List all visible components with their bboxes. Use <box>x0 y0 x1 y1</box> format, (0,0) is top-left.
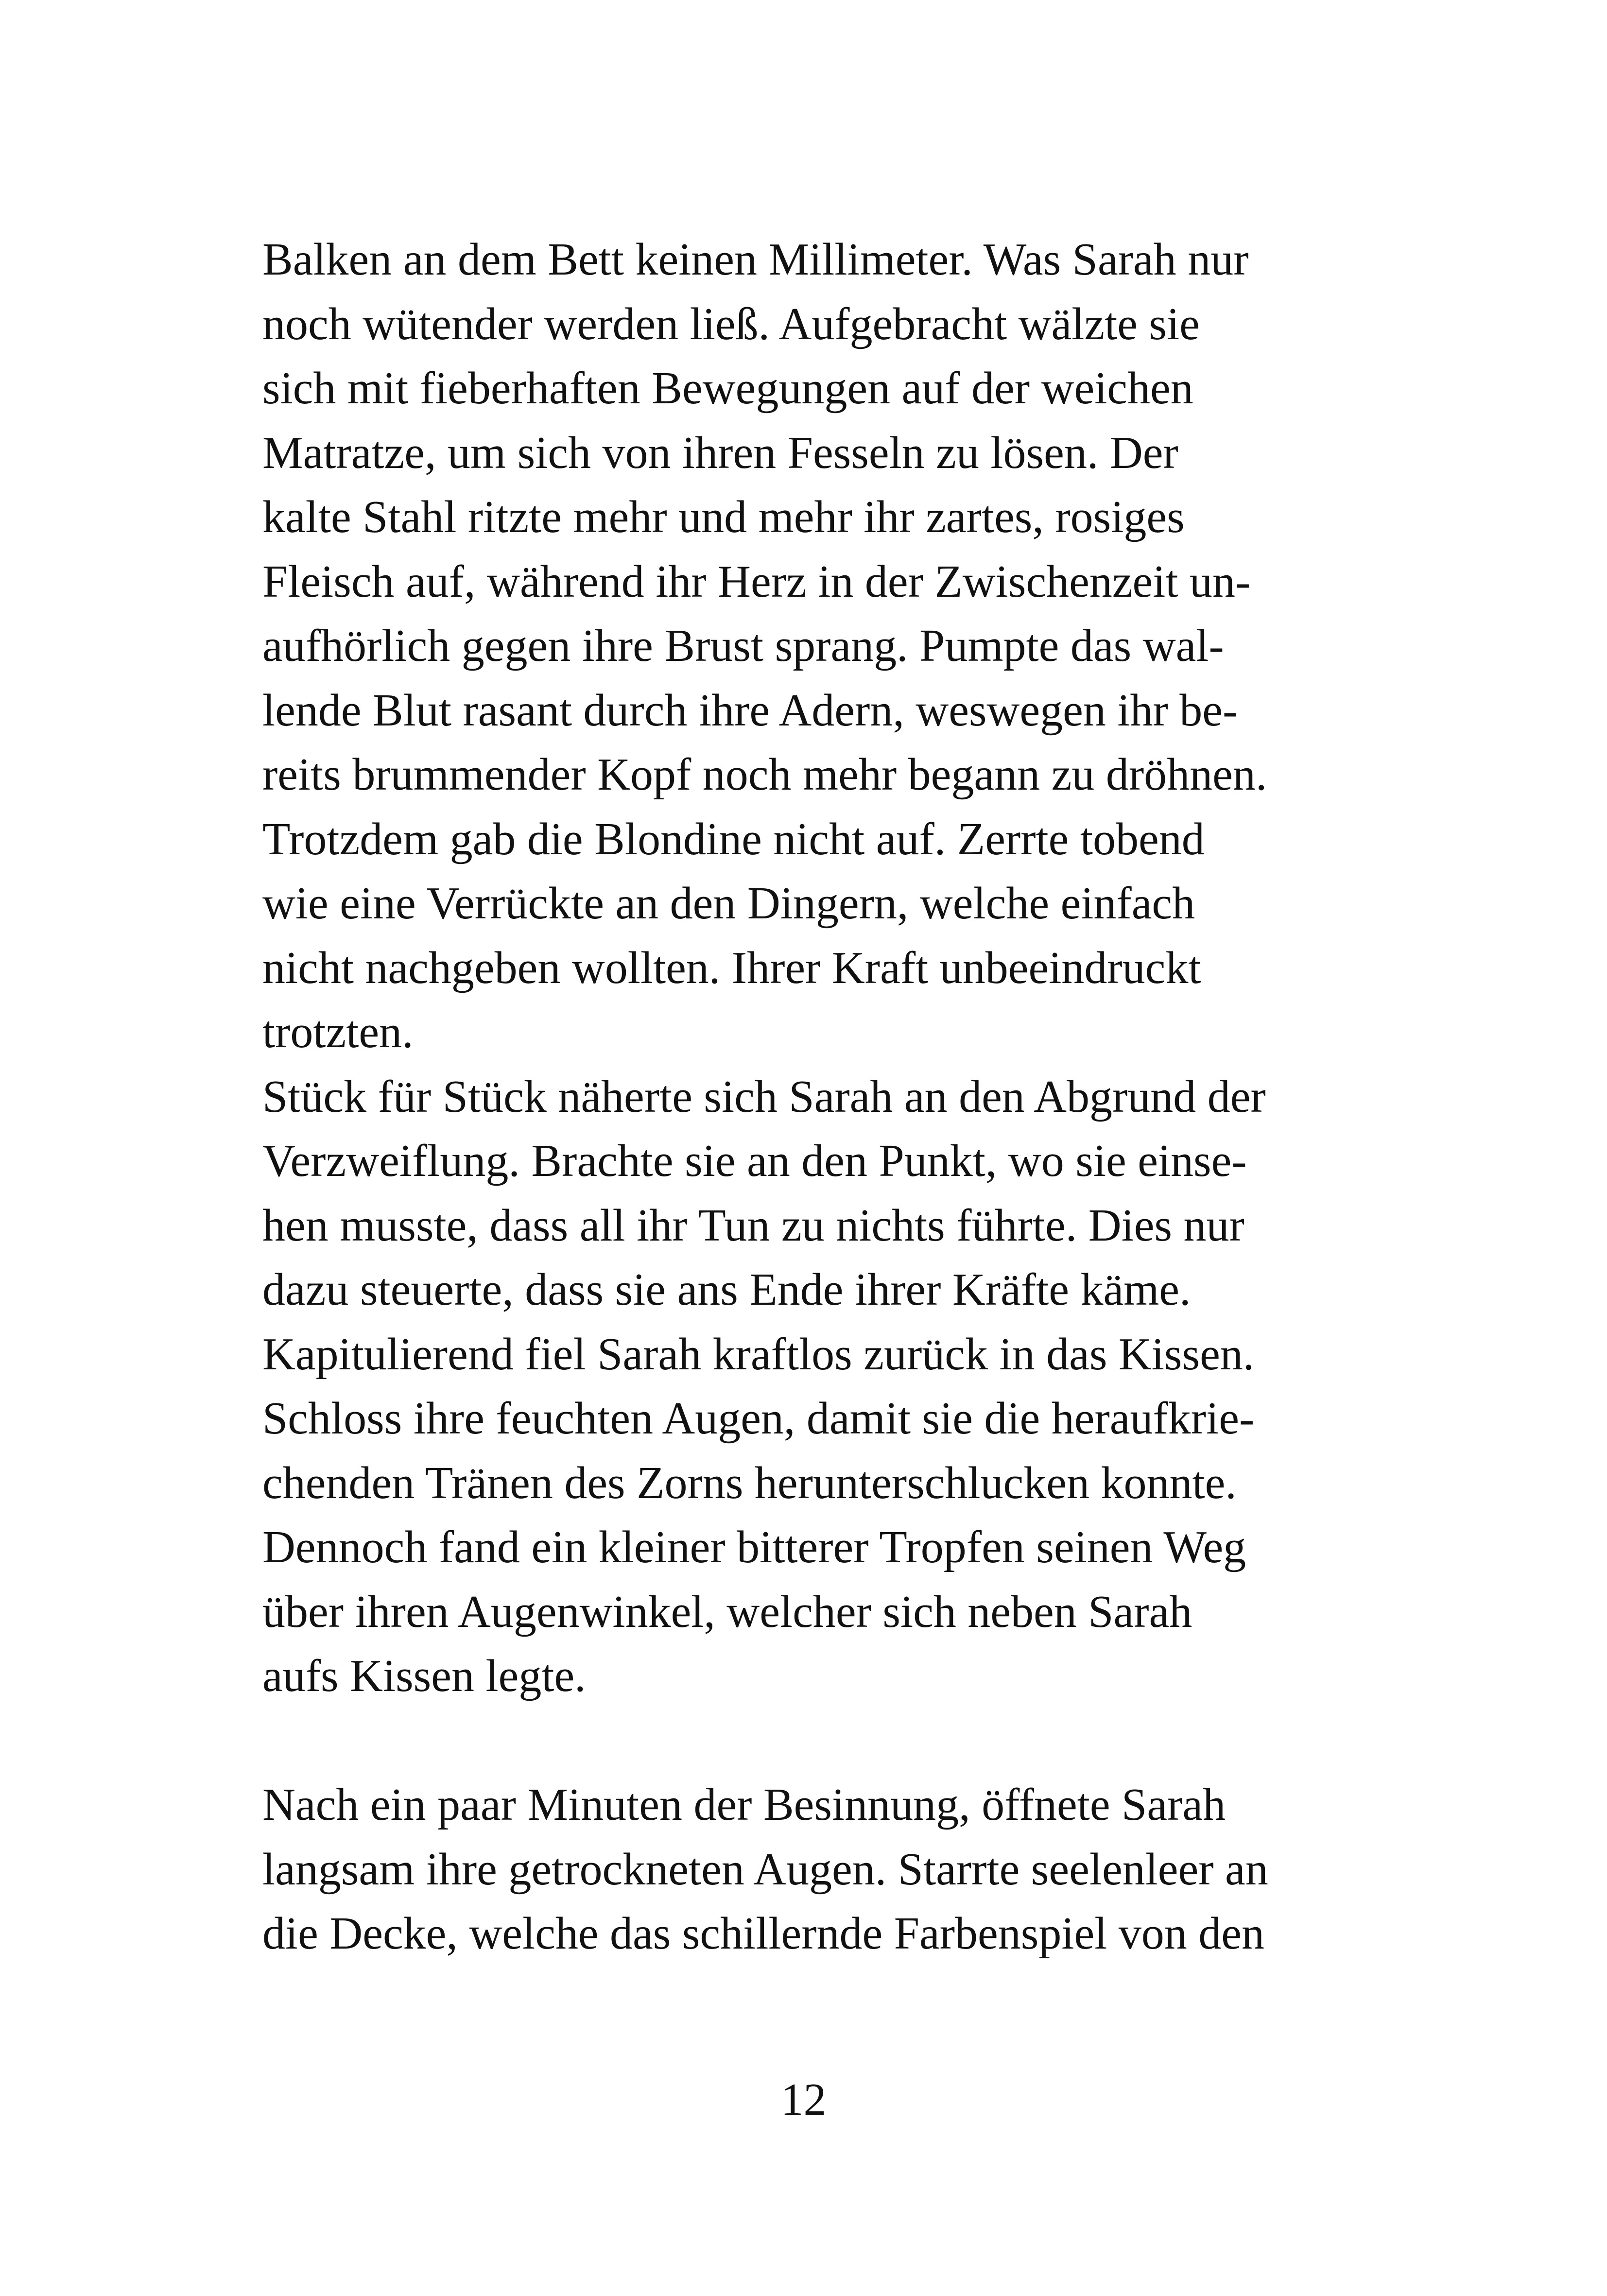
text-line: Balken an dem Bett keinen Millimeter. Was Sarah nur <box>262 234 1249 285</box>
text-line: Nach ein paar Minuten der Besinnung, öffnete Sarah <box>262 1779 1226 1830</box>
text-line: reits brummender Kopf noch mehr begann zu dröhnen. <box>262 749 1267 800</box>
text-line: Stück für Stück näherte sich Sarah an den Abgrund der <box>262 1071 1266 1122</box>
text-block-next-paragraph <box>262 1773 1351 1966</box>
text-line: über ihren Augenwinkel, welcher sich neben Sarah <box>262 1586 1192 1637</box>
text-block-main <box>262 227 1351 1709</box>
page-number: 12 <box>780 2074 827 2125</box>
text-line: aufhörlich gegen ihre Brust sprang. Pumpte das wal- <box>262 621 1224 671</box>
text-line: Verzweiflung. Brachte sie an den Punkt, wo sie einse- <box>262 1136 1247 1186</box>
text-line: aufs Kissen legte. <box>262 1651 586 1701</box>
text-line: langsam ihre getrockneten Augen. Starrte seelenleer an <box>262 1844 1268 1895</box>
text-line: Kapitulierend fiel Sarah kraftlos zurück in das Kissen. <box>262 1329 1255 1380</box>
text-line: Matratze, um sich von ihren Fesseln zu lösen. Der <box>262 427 1178 478</box>
text-line: hen musste, dass all ihr Tun zu nichts führte. Dies nur <box>262 1200 1244 1251</box>
text-line: die Decke, welche das schillernde Farbenspiel von den <box>262 1908 1265 1959</box>
text-line: Trotzdem gab die Blondine nicht auf. Zerrte tobend <box>262 813 1205 864</box>
text-line: Dennoch fand ein kleiner bitterer Tropfen seinen Weg <box>262 1522 1246 1572</box>
text-line: dazu steuerte, dass sie ans Ende ihrer Kräfte käme. <box>262 1264 1191 1315</box>
text-line: kalte Stahl ritzte mehr und mehr ihr zartes, rosiges <box>262 492 1185 542</box>
text-line: noch wütender werden ließ. Aufgebracht wälzte sie <box>262 298 1200 349</box>
text-line: wie eine Verrückte an den Dingern, welche einfach <box>262 878 1195 929</box>
text-line: Schloss ihre feuchten Augen, damit sie die heraufkrie- <box>262 1393 1255 1444</box>
text-line: sich mit fieberhaften Bewegungen auf der weichen <box>262 363 1193 414</box>
text-line: chenden Tränen des Zorns herunterschlucken konnte. <box>262 1457 1237 1508</box>
text-line: Fleisch auf, während ihr Herz in der Zwischenzeit un- <box>262 556 1251 607</box>
text-line: trotzten. <box>262 1007 414 1057</box>
text-line: lende Blut rasant durch ihre Adern, weswegen ihr be- <box>262 685 1238 736</box>
text-line: nicht nachgeben wollten. Ihrer Kraft unbeeindruckt <box>262 942 1201 993</box>
